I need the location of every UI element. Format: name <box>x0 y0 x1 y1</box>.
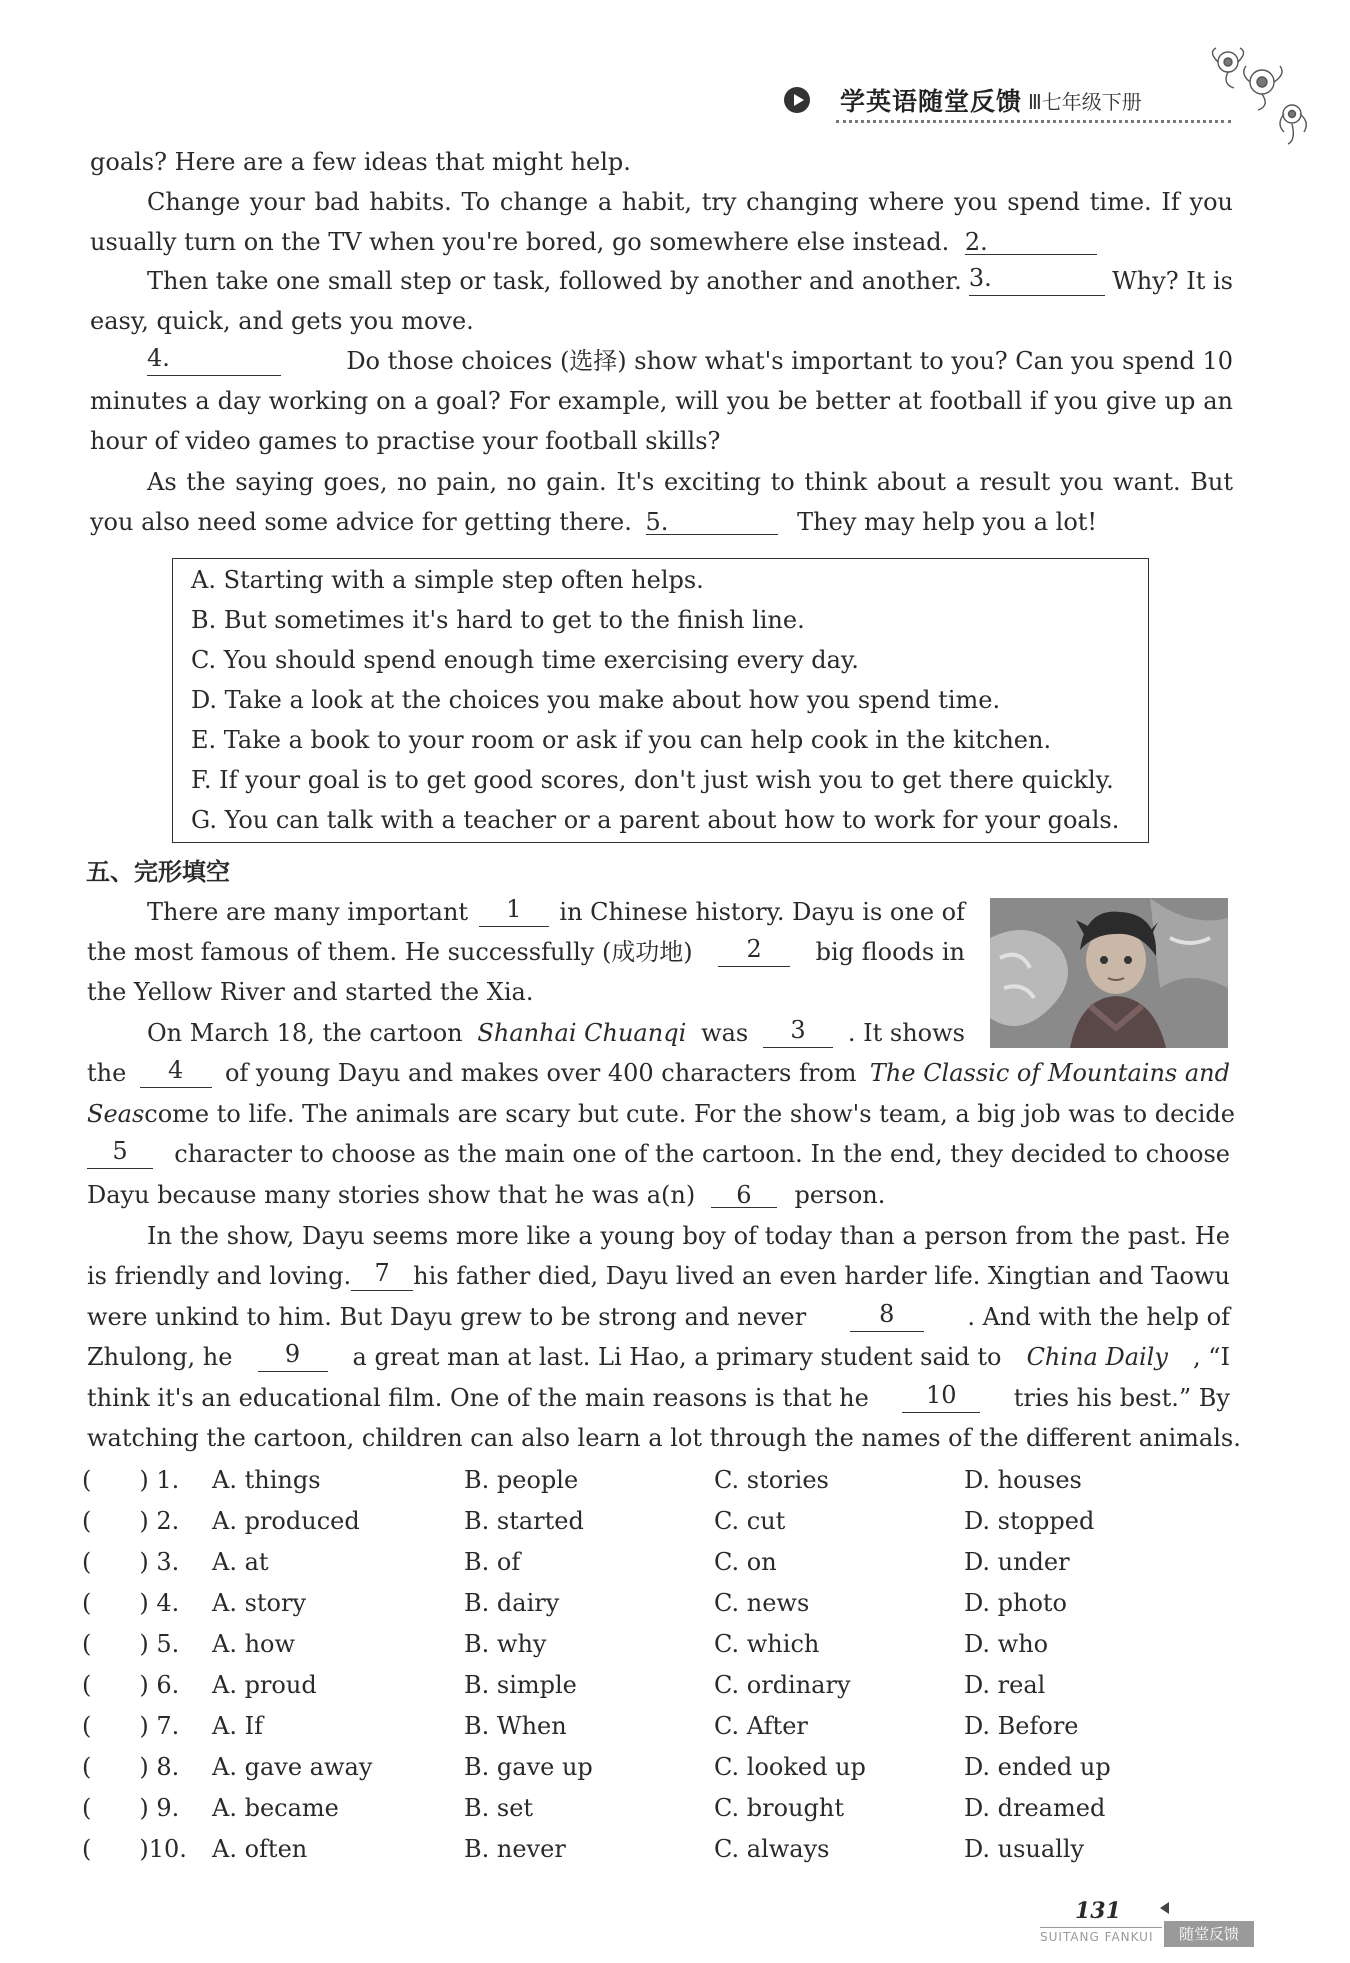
passage-line: easy, quick, and gets you move. <box>90 307 474 335</box>
choice-a: A. at <box>212 1548 269 1576</box>
question-row <box>82 1627 1242 1661</box>
choice-c: C. which <box>714 1630 820 1658</box>
choice-d: D. under <box>964 1548 1070 1576</box>
question-row <box>82 1463 1242 1497</box>
choice-c: C. news <box>714 1589 810 1617</box>
cloze-blank-6[interactable]: 6 <box>711 1183 777 1208</box>
answer-bracket[interactable]: ( ) 4. <box>82 1589 180 1617</box>
choice-d: D. ended up <box>964 1753 1111 1781</box>
footer-series-label: SUITANG FANKUI <box>1040 1930 1154 1944</box>
book-title: 学英语随堂反馈 <box>840 87 1023 116</box>
answer-bracket[interactable]: ( ) 8. <box>82 1753 180 1781</box>
cloze-text: big floods in <box>815 938 965 966</box>
newspaper-title: China Daily <box>1026 1343 1168 1371</box>
answer-bracket[interactable]: ( ) 9. <box>82 1794 180 1822</box>
passage-line <box>147 467 1233 497</box>
cloze-blank-8[interactable]: 8 <box>850 1302 924 1332</box>
passage-line <box>90 507 1097 537</box>
cloze-text: come to life. The animals are scary but cute. For the show's team, a big job was to decide <box>144 1100 1235 1128</box>
cloze-text: There are many important <box>147 898 469 926</box>
cloze-text: . And with the help of <box>967 1303 1230 1331</box>
answer-bracket[interactable]: ( ) 5. <box>82 1630 180 1658</box>
cloze-line <box>87 1099 1235 1129</box>
passage-text: They may help you a lot! <box>797 508 1098 536</box>
choice-b: B. why <box>464 1630 547 1658</box>
blank-number: 5. <box>645 508 669 536</box>
choice-d: D. houses <box>964 1466 1082 1494</box>
choice-c: C. always <box>714 1835 830 1863</box>
choice-c: C. ordinary <box>714 1671 851 1699</box>
section-heading: 五、完形填空 <box>86 858 230 886</box>
cloze-line <box>87 937 965 967</box>
passage-text: you also need some advice for getting there. <box>90 508 632 536</box>
choice-d: D. usually <box>964 1835 1085 1863</box>
passage-text: Change your bad habits. To change a habit, try changing where you spend time. If you <box>147 188 1233 216</box>
cloze-line <box>87 1261 1230 1291</box>
choice-d: D. stopped <box>964 1507 1095 1535</box>
cloze-blank-5[interactable]: 5 <box>87 1139 153 1169</box>
choice-b: B. set <box>464 1794 534 1822</box>
option-item: D. Take a look at the choices you make about how you spend time. <box>191 686 1001 714</box>
passage-line <box>90 386 1233 416</box>
option-item: E. Take a book to your room or ask if you can help cook in the kitchen. <box>191 726 1052 754</box>
option-item: F. If your goal is to get good scores, don't just wish you to get there quickly. <box>191 766 1114 794</box>
passage-text: minutes a day working on a goal? For example, will you be better at football if you give up an <box>90 387 1233 415</box>
cloze-text: the <box>87 1059 127 1087</box>
choice-c: C. brought <box>714 1794 844 1822</box>
answer-blank[interactable] <box>969 266 1105 296</box>
page-number: 131 <box>1075 1898 1121 1924</box>
cloze-text: Zhulong, he <box>87 1343 233 1371</box>
cartoon-character-photo <box>990 898 1228 1048</box>
left-triangle-icon <box>1160 1902 1169 1914</box>
question-row <box>82 1791 1242 1825</box>
option-item: C. You should spend enough time exercising every day. <box>191 646 859 674</box>
passage-text: Then take one small step or task, followed by another and another. <box>147 267 962 295</box>
blank-number: 2. <box>964 228 988 256</box>
choice-d: D. Before <box>964 1712 1079 1740</box>
answer-bracket[interactable]: ( ) 7. <box>82 1712 180 1740</box>
choice-b: B. simple <box>464 1671 577 1699</box>
cloze-line <box>87 1139 1230 1169</box>
cloze-text: was <box>701 1019 749 1047</box>
choice-c: C. cut <box>714 1507 786 1535</box>
cloze-line <box>87 1302 1230 1332</box>
option-item: A. Starting with a simple step often helps. <box>191 566 704 594</box>
question-row <box>82 1586 1242 1620</box>
choice-d: D. real <box>964 1671 1046 1699</box>
cloze-blank-1[interactable]: 1 <box>479 897 549 927</box>
cloze-line <box>87 1342 1230 1372</box>
cloze-text: a great man at last. Li Hao, a primary student said to <box>352 1343 1002 1371</box>
cloze-text: in Chinese history. Dayu is one of <box>559 898 965 926</box>
passage-line <box>147 187 1233 217</box>
question-row <box>82 1832 1242 1866</box>
cloze-text: Dayu because many stories show that he was a(n) <box>87 1181 696 1209</box>
cloze-text: , “I <box>1192 1343 1230 1371</box>
blank-number: 4. <box>147 344 170 372</box>
choice-d: D. dreamed <box>964 1794 1106 1822</box>
passage-text: Do those choices (选择) show what's important to you? Can you spend 10 <box>346 347 1233 375</box>
cloze-text: watching the cartoon, children can also learn a lot through the names of the different animals. <box>87 1424 1241 1452</box>
passage-line <box>147 346 1233 376</box>
answer-blank[interactable] <box>646 510 778 535</box>
footer-rule <box>1040 1927 1162 1928</box>
cloze-line: the Yellow River and started the Xia. <box>87 978 534 1006</box>
choice-a: A. how <box>212 1630 296 1658</box>
choice-c: C. on <box>714 1548 777 1576</box>
choice-a: A. If <box>212 1712 263 1740</box>
cloze-line <box>147 1221 1230 1251</box>
choice-a: A. often <box>212 1835 308 1863</box>
cloze-text: were unkind to him. But Dayu grew to be strong and never <box>87 1303 807 1331</box>
answer-bracket[interactable]: ( )10. <box>82 1835 187 1863</box>
question-row <box>82 1545 1242 1579</box>
book-title-text: Seas <box>87 1100 145 1128</box>
cloze-line <box>87 1383 1230 1413</box>
cloze-blank-3[interactable]: 3 <box>763 1018 833 1048</box>
choice-a: A. proud <box>212 1671 317 1699</box>
cloze-blank-4[interactable]: 4 <box>140 1058 212 1088</box>
question-row <box>82 1709 1242 1743</box>
cloze-text: On March 18, the cartoon <box>147 1019 463 1047</box>
cloze-text: person. <box>794 1181 886 1209</box>
answer-options-box <box>172 558 1149 843</box>
cloze-line <box>87 1423 1241 1453</box>
choice-c: C. stories <box>714 1466 829 1494</box>
cloze-line <box>147 897 965 927</box>
cloze-text: think it's an educational film. One of the main reasons is that he <box>87 1384 869 1412</box>
passage-text: usually turn on the TV when you're bored, go somewhere else instead. <box>90 228 950 256</box>
answer-bracket[interactable]: ( ) 3. <box>82 1548 180 1576</box>
play-icon <box>784 87 810 113</box>
answer-bracket[interactable]: ( ) 1. <box>82 1466 180 1494</box>
passage-text: As the saying goes, no pain, no gain. It's exciting to think about a result you want. But <box>147 468 1233 496</box>
choice-a: A. gave away <box>212 1753 373 1781</box>
cloze-blank-10[interactable]: 10 <box>902 1383 980 1413</box>
choice-b: B. of <box>464 1548 521 1576</box>
question-row <box>82 1750 1242 1784</box>
cloze-text: character to choose as the main one of the cartoon. In the end, they decided to choose <box>174 1140 1230 1168</box>
cloze-text: his father died, Dayu lived an even harder life. Xingtian and Taowu <box>413 1262 1230 1290</box>
cloze-line <box>87 1180 885 1210</box>
header-dotted-rule <box>836 120 1231 123</box>
passage-text: Why? It is <box>1112 267 1233 295</box>
choice-a: A. became <box>212 1794 339 1822</box>
choice-c: C. After <box>714 1712 808 1740</box>
question-row <box>82 1504 1242 1538</box>
blank-number: 3. <box>968 264 992 292</box>
book-title-text: The Classic of Mountains and <box>869 1059 1230 1087</box>
choice-d: D. photo <box>964 1589 1068 1617</box>
cartoon-title: Shanhai Chuanqi <box>477 1019 687 1047</box>
answer-bracket[interactable]: ( ) 2. <box>82 1507 180 1535</box>
choice-c: C. looked up <box>714 1753 866 1781</box>
cloze-text: In the show, Dayu seems more like a young boy of today than a person from the past. He <box>147 1222 1230 1250</box>
choice-b: B. gave up <box>464 1753 593 1781</box>
choice-a: A. produced <box>212 1507 360 1535</box>
choice-a: A. things <box>212 1466 321 1494</box>
page-header <box>784 80 1142 120</box>
choice-b: B. people <box>464 1466 579 1494</box>
choice-a: A. story <box>212 1589 307 1617</box>
passage-line: hour of video games to practise your football skills? <box>90 427 721 455</box>
option-item: G. You can talk with a teacher or a parent about how to work for your goals. <box>191 806 1120 834</box>
footer-series-tag: 随堂反馈 <box>1164 1921 1254 1947</box>
choice-d: D. who <box>964 1630 1049 1658</box>
choice-b: B. started <box>464 1507 584 1535</box>
book-subtitle: Ⅲ七年级下册 <box>1028 89 1142 114</box>
cloze-text: of young Dayu and makes over 400 characters from <box>224 1059 857 1087</box>
cloze-line <box>147 1018 965 1048</box>
choice-b: B. dairy <box>464 1589 560 1617</box>
answer-blank[interactable] <box>965 230 1097 255</box>
answer-bracket[interactable]: ( ) 6. <box>82 1671 180 1699</box>
flower-decoration-icon <box>1200 44 1320 154</box>
passage-line <box>90 227 1097 257</box>
choice-b: B. never <box>464 1835 566 1863</box>
passage-line: goals? Here are a few ideas that might help. <box>90 148 631 176</box>
question-row <box>82 1668 1242 1702</box>
cloze-text: is friendly and loving. <box>87 1262 352 1290</box>
cloze-text: tries his best.” By <box>1013 1384 1230 1412</box>
cloze-text: . It shows <box>847 1019 965 1047</box>
choice-b: B. When <box>464 1712 567 1740</box>
cloze-blank-2[interactable]: 2 <box>718 937 790 967</box>
answer-blank[interactable] <box>147 346 281 376</box>
cloze-line <box>87 1058 1230 1088</box>
cloze-blank-9[interactable]: 9 <box>258 1342 328 1372</box>
cloze-blank-7[interactable]: 7 <box>351 1261 413 1291</box>
cloze-text: the most famous of them. He successfully (成功地) <box>87 938 693 966</box>
passage-line <box>147 266 1233 296</box>
option-item: B. But sometimes it's hard to get to the finish line. <box>191 606 805 634</box>
